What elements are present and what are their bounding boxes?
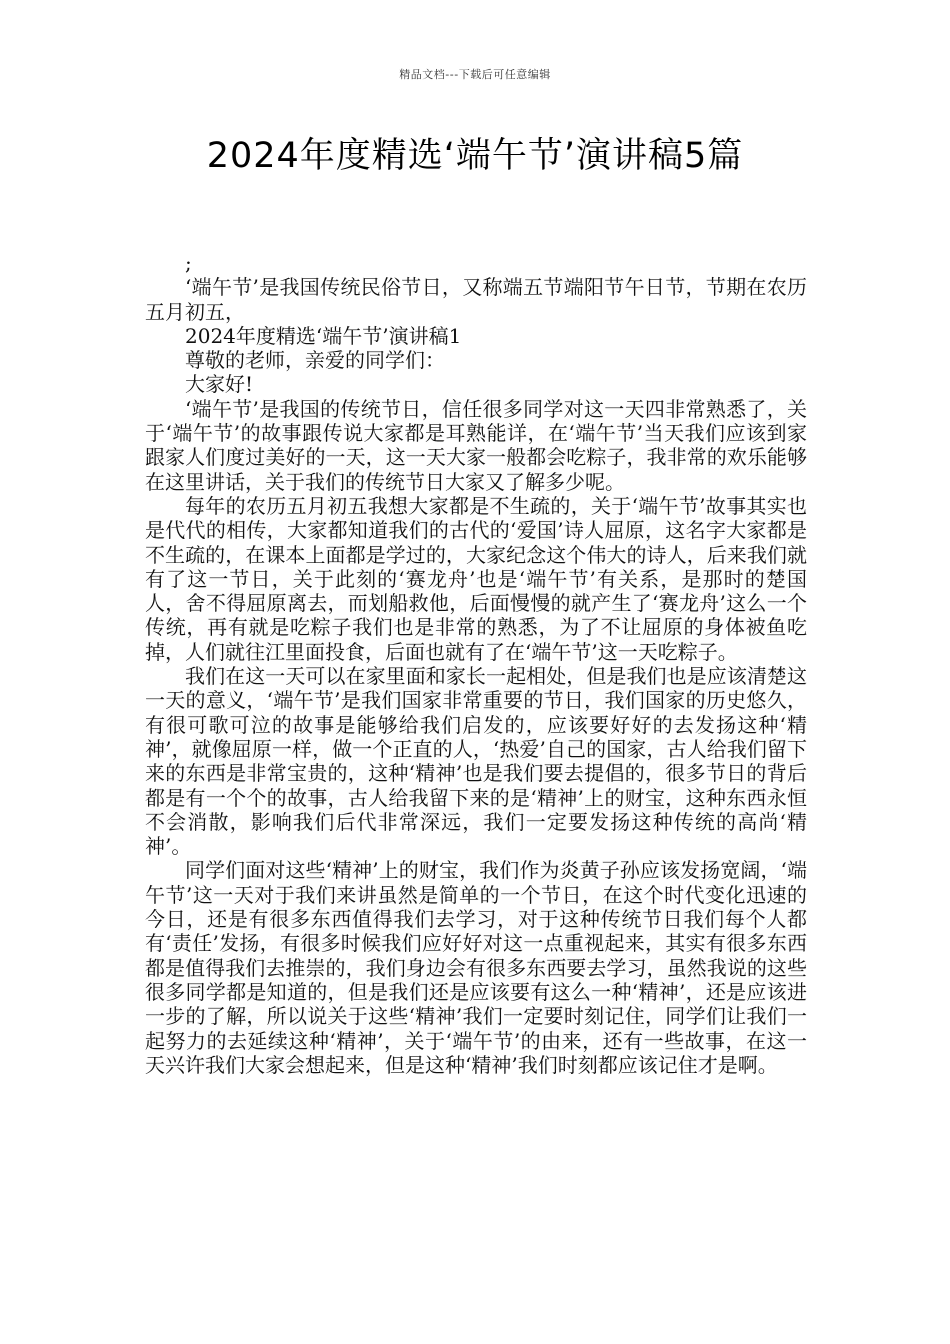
body-paragraph: 同学们面对这些‘精神’上的财宝，我们作为炎黄子孙应该发扬宽阔，‘端午节’这一天对于我们来讲虽然是简单的一个节日，在这个时代变化迅速的今日，还是有很多东西值得我们去学习，对于这种传统节日我们每个人都有‘责任’发扬，有很多时候我们应好好对这一点重视起来，其实有很多东西都是值得我们去推崇的，我们身边会有很多东西要去学习，虽然我说的这些很多同学都是知道的，但是我们还是应该要有这么一种‘精神’，还是应该进一步的了解，所以说关于这些‘精神’我们一定要时刻记住，同学们让我们一起努力的去延续这种‘精神’，关于‘端午节’的由来，还有一些故事，在这一天兴许我们大家会想起来，但是这种‘精神’我们时刻都应该记住才是啊。 [145, 858, 807, 1077]
document-title: 2024年度精选‘端午节’演讲稿5篇 [206, 136, 744, 176]
body-paragraph: ‘端午节’是我国的传统节日，信任很多同学对这一天四非常熟悉了，关于‘端午节’的故事跟传说大家都是耳熟能详，在‘端午节’当天我们应该到家跟家人们度过美好的一天，这一天大家一般都会吃粽子，我非常的欢乐能够在这里讲话，关于我们的传统节日大家又了解多少呢。 [145, 396, 807, 494]
body-paragraph: 每年的农历五月初五我想大家都是不生疏的，关于‘端午节’故事其实也是代代的相传，大家都知道我们的古代的‘爱国’诗人屈原，这名字大家都是不生疏的，在课本上面都是学过的，大家纪念这个伟大的诗人，后来我们就有了这一节日，关于此刻的‘赛龙舟’也是‘端午节’有关系，是那时的楚国人，舍不得屈原离去，而划船救他，后面慢慢的就产生了‘赛龙舟’这么一个传统，再有就是吃粽子我们也是非常的熟悉，为了不让屈原的身体被鱼吃掉，人们就往江里面投食，后面也就有了在‘端午节’这一天吃粽子。 [145, 493, 807, 664]
body-paragraph: 大家好! [185, 372, 254, 397]
body-paragraph: 2024年度精选‘端午节’演讲稿1 [185, 323, 462, 348]
body-paragraph: ‘端午节’是我国传统民俗节日，又称端五节端阳节午日节，节期在农历五月初五， [145, 275, 807, 324]
body-paragraph: ; [185, 251, 192, 275]
document-body [145, 251, 807, 1077]
body-paragraph: 尊敬的老师，亲爱的同学们： [185, 348, 445, 373]
header-note: 精品文档---下载后可任意编辑 [399, 68, 551, 81]
body-paragraph: 我们在这一天可以在家里面和家长一起相处，但是我们也是应该清楚这一天的意义，‘端午节’是我们国家非常重要的节日，我们国家的历史悠久，有很可歌可泣的故事是能够给我们启发的，应该要好好的去发扬这种‘精神’，就像屈原一样，做一个正直的人，‘热爱’自己的国家，古人给我们留下来的东西是非常宝贵的，这种‘精神’也是我们要去提倡的，很多节日的背后都是有一个个的故事，古人给我留下来的是‘精神’上的财宝，这种东西永恒不会消散，影响我们后代非常深远，我们一定要发扬这种传统的高尚‘精神’。 [145, 664, 807, 859]
